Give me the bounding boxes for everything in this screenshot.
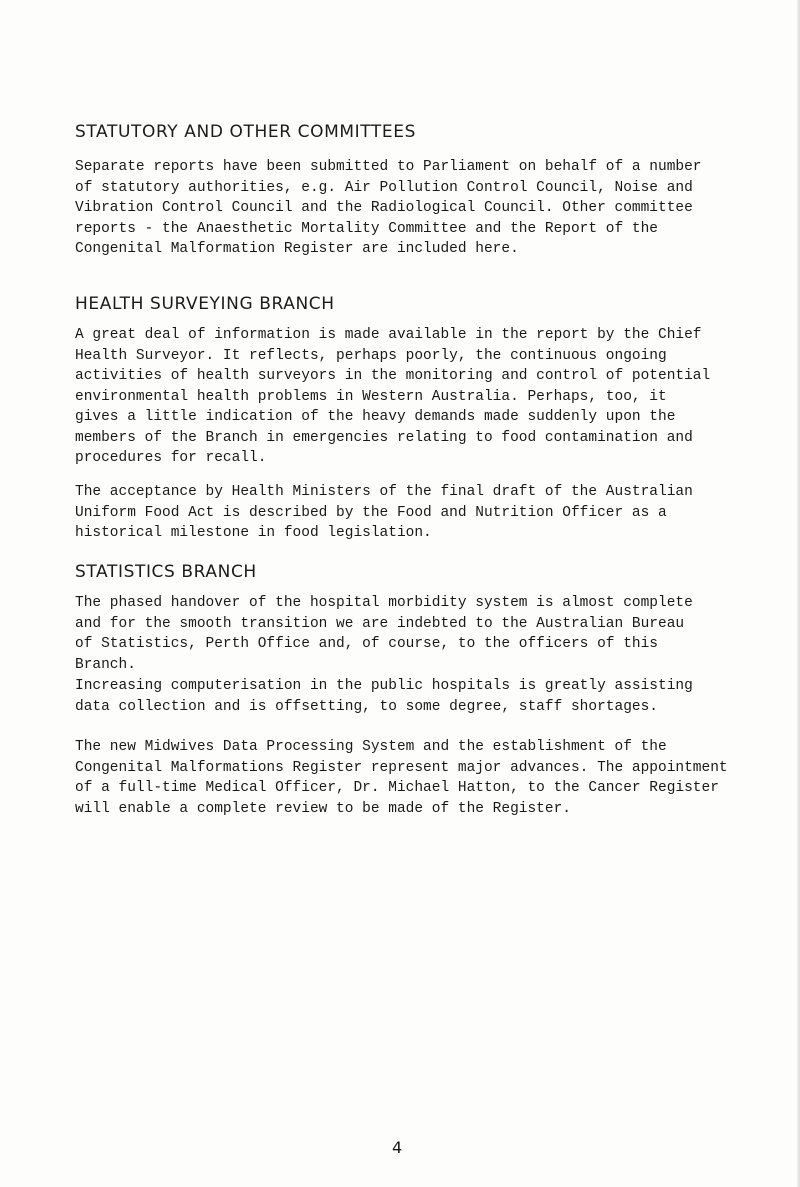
text-line: Health Surveyor. It reflects, perhaps poorly, the continuous ongoing xyxy=(75,347,667,364)
text-line: procedures for recall. xyxy=(75,450,267,466)
text-line: of Statistics, Perth Office and, of course, to the officers of this xyxy=(75,636,658,652)
text-line: A great deal of information is made available in the report by the Chief xyxy=(75,327,702,343)
text-line: Congenital Malformation Register are included here. xyxy=(75,241,519,257)
text-line: Separate reports have been submitted to Parliament on behalf of a number xyxy=(75,159,702,175)
text-line: Increasing computerisation in the public hospitals is greatly assisting xyxy=(75,678,693,694)
text-line: Vibration Control Council and the Radiological Council. Other committee xyxy=(75,200,693,216)
text-line: Branch. xyxy=(75,656,136,673)
text-line: The phased handover of the hospital morbidity system is almost complete xyxy=(75,595,693,611)
text-line: Uniform Food Act is described by the Food and Nutrition Officer as a xyxy=(75,504,667,521)
heading-statistics-branch: STATISTICS BRANCH xyxy=(75,562,257,582)
page-number: 4 xyxy=(392,1138,403,1157)
text-line: Congenital Malformations Register represent major advances. The appointment xyxy=(75,759,728,776)
text-line: gives a little indication of the heavy demands made suddenly upon the xyxy=(75,409,676,425)
text-line: environmental health problems in Western Australia. Perhaps, too, it xyxy=(75,388,667,405)
paragraph-health-surveying-2 xyxy=(75,482,693,544)
paragraph-statistics-1 xyxy=(75,593,693,675)
text-line: historical milestone in food legislation. xyxy=(75,525,432,541)
heading-health-surveying-branch: HEALTH SURVEYING BRANCH xyxy=(75,294,335,314)
heading-statutory-committees: STATUTORY AND OTHER COMMITTEES xyxy=(75,122,416,142)
text-line: reports - the Anaesthetic Mortality Committee and the Report of the xyxy=(75,220,658,237)
paragraph-health-surveying-1 xyxy=(75,325,710,469)
text-line: of statutory authorities, e.g. Air Pollution Control Council, Noise and xyxy=(75,179,693,196)
text-line: The new Midwives Data Processing System and the establishment of the xyxy=(75,739,667,755)
paragraph-statutory-committees xyxy=(75,157,702,260)
text-line: will enable a complete review to be made of the Register. xyxy=(75,800,571,817)
paragraph-statistics-3 xyxy=(75,737,728,819)
text-line: of a full-time Medical Officer, Dr. Michael Hatton, to the Cancer Register xyxy=(75,780,719,796)
text-line: The acceptance by Health Ministers of the final draft of the Australian xyxy=(75,484,693,500)
text-line: activities of health surveyors in the monitoring and control of potential xyxy=(75,368,711,384)
paragraph-statistics-2 xyxy=(75,676,693,717)
text-line: and for the smooth transition we are indebted to the Australian Bureau xyxy=(75,615,685,632)
text-line: members of the Branch in emergencies relating to food contamination and xyxy=(75,429,693,446)
text-line: data collection and is offsetting, to some degree, staff shortages. xyxy=(75,698,658,715)
